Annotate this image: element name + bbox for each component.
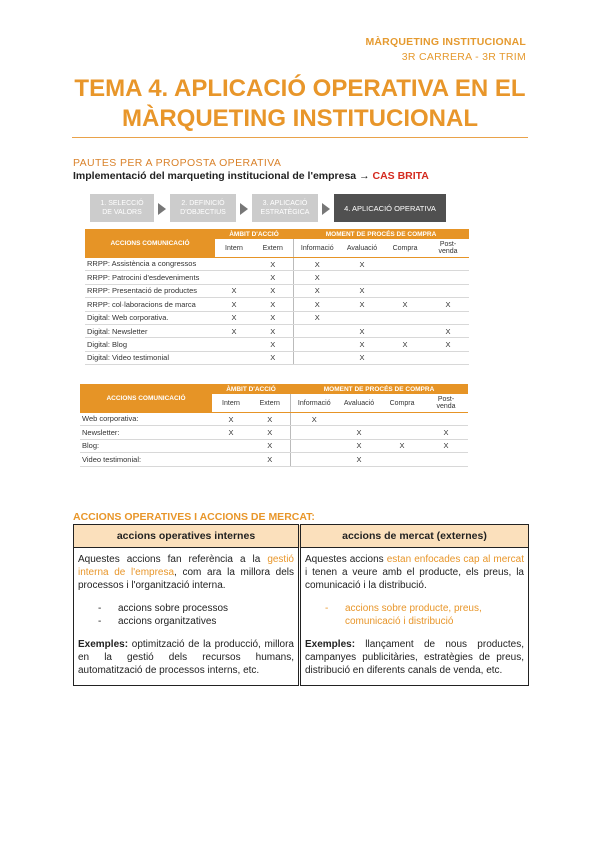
- page-title: [72, 74, 528, 134]
- examples-label: Exemples:: [305, 639, 356, 650]
- row-label: Newsletter:: [80, 426, 212, 439]
- cell: [341, 311, 383, 324]
- row-label: RRPP: col·laboracions de marca: [85, 298, 215, 311]
- cell: X: [338, 453, 380, 466]
- cell: X: [253, 258, 293, 271]
- cell: [380, 426, 424, 439]
- internal-description: [78, 553, 294, 592]
- market-actions-list: [305, 602, 524, 628]
- row-label: Digital: Video testimonial: [85, 351, 215, 364]
- cell: [383, 258, 427, 271]
- cell: X: [293, 284, 341, 297]
- market-desc-b: i tenen a veure amb el producte, els preus, la comunicació i la distribució.: [305, 567, 524, 591]
- market-actions-header: accions de mercat (externes): [300, 525, 529, 548]
- cell: X: [293, 311, 341, 324]
- cell: [383, 351, 427, 364]
- cell: [383, 284, 427, 297]
- market-actions-cell: [300, 548, 529, 686]
- table-row: [85, 338, 469, 351]
- cell: X: [253, 324, 293, 337]
- section1-subtitle: [73, 170, 429, 182]
- course-term: 3R CARRERA - 3R TRIM: [401, 51, 526, 63]
- cell: [380, 453, 424, 466]
- flow-step-4-active: [334, 194, 446, 222]
- cell: X: [341, 324, 383, 337]
- flow-step-3: [252, 194, 318, 222]
- matrix1-col-postvenda: [427, 239, 469, 258]
- matrix2-col-venda: venda: [436, 403, 456, 410]
- matrix1-moment-header: MOMENT DE PROCÉS DE COMPRA: [293, 229, 469, 239]
- cell: [293, 338, 341, 351]
- arrow-right-icon: [322, 203, 330, 215]
- market-desc-a: Aquestes accions: [305, 554, 387, 565]
- internal-desc-highlight: gestió interna de l'empresa: [78, 554, 294, 578]
- matrix1-col-intern: Intern: [215, 239, 253, 258]
- arrow-right-icon: [240, 203, 248, 215]
- market-desc-highlight: estan enfocades cap al mercat: [386, 554, 524, 565]
- internal-actions-header: accions operatives internes: [74, 525, 300, 548]
- examples-label: Exemples:: [78, 639, 129, 650]
- flow-step-2-line1: 2. DEFINICIÓ: [181, 200, 225, 207]
- cell: [427, 258, 469, 271]
- cell: X: [341, 338, 383, 351]
- matrix2-col-informacio: Informació: [290, 394, 338, 413]
- matrix1-col-avaluacio: Avaluació: [341, 239, 383, 258]
- title-divider: [72, 137, 528, 138]
- cell: [427, 311, 469, 324]
- table-row: [80, 413, 468, 426]
- cell: [338, 413, 380, 426]
- cell: X: [253, 311, 293, 324]
- title-line-1: TEMA 4. APLICACIÓ OPERATIVA EN EL: [74, 75, 526, 102]
- table-row: [85, 311, 469, 324]
- internal-desc-b: , com ara la millora dels processos i l'organització interna.: [78, 567, 295, 591]
- cell: [293, 351, 341, 364]
- cell: X: [341, 298, 383, 311]
- cell: [290, 453, 338, 466]
- matrix2-col-postvenda: [424, 394, 468, 413]
- flow-step-3-line1: 3. APLICACIÓ: [262, 200, 308, 207]
- cell: [427, 271, 469, 284]
- cell: X: [253, 338, 293, 351]
- communication-matrix-2: [80, 384, 468, 467]
- cell: X: [215, 311, 253, 324]
- matrix1-col-informacio: Informació: [293, 239, 341, 258]
- table-row: [80, 426, 468, 439]
- cell: [424, 453, 468, 466]
- table-row: [80, 439, 468, 452]
- matrix2-col-avaluacio: Avaluació: [338, 394, 380, 413]
- cell: X: [250, 426, 290, 439]
- cell: X: [341, 258, 383, 271]
- row-label: Digital: Blog: [85, 338, 215, 351]
- row-label: Blog:: [80, 439, 212, 452]
- list-item: - accions sobre processos: [78, 602, 294, 615]
- cell: [424, 413, 468, 426]
- cell: [383, 271, 427, 284]
- matrix1-scope-header: ÀMBIT D'ACCIÓ: [215, 229, 293, 239]
- internal-actions-cell: [74, 548, 300, 686]
- table-row: [85, 298, 469, 311]
- market-examples-text: llançament de nous productes, campanyes publicitàries, estratègies de preus, distribució en diferents canals de venda, etc.: [305, 639, 524, 676]
- cell: X: [341, 284, 383, 297]
- matrix2-col-extern: Extern: [250, 394, 290, 413]
- matrix1-col-venda: venda: [438, 248, 458, 255]
- cell: X: [290, 413, 338, 426]
- market-examples: [305, 638, 524, 677]
- cell: X: [338, 426, 380, 439]
- row-label: RRPP: Assistència a congressos: [85, 258, 215, 271]
- market-description: [305, 553, 524, 592]
- cell: X: [250, 453, 290, 466]
- matrix1-col-post: Post-: [439, 241, 457, 248]
- list-item: - accions organitzatives: [78, 615, 294, 628]
- title-line-2: MÀRQUETING INSTITUCIONAL: [122, 105, 478, 132]
- course-name: MÀRQUETING INSTITUCIONAL: [365, 36, 526, 48]
- table-row: [85, 284, 469, 297]
- table-row: [80, 453, 468, 466]
- cell: [290, 426, 338, 439]
- cell: X: [427, 324, 469, 337]
- cell: X: [427, 338, 469, 351]
- cell: [293, 324, 341, 337]
- flow-step-1: [90, 194, 154, 222]
- cell: X: [338, 439, 380, 452]
- flow-step-2: [170, 194, 236, 222]
- internal-desc-a: Aquestes accions fan referència a la: [78, 554, 268, 565]
- cell: X: [253, 298, 293, 311]
- matrix2-col-post: Post-: [437, 396, 455, 403]
- section1-heading: PAUTES PER A PROPOSTA OPERATIVA: [73, 157, 282, 169]
- cell: [290, 439, 338, 452]
- cell: X: [250, 439, 290, 452]
- matrix2-col-compra: Compra: [380, 394, 424, 413]
- internal-actions-list: [78, 602, 294, 628]
- process-flow: [90, 194, 450, 224]
- cell: X: [380, 439, 424, 452]
- flow-step-2-line2: D'OBJECTIUS: [180, 209, 226, 216]
- cell: X: [427, 298, 469, 311]
- cell: [427, 351, 469, 364]
- cell: X: [383, 338, 427, 351]
- table-row: [85, 271, 469, 284]
- cell: [341, 271, 383, 284]
- cell: X: [383, 298, 427, 311]
- cell: [215, 351, 253, 364]
- row-label: Web corporativa:: [80, 413, 212, 426]
- cell: X: [253, 271, 293, 284]
- cell: X: [212, 413, 250, 426]
- cell: [215, 271, 253, 284]
- list-item: - accions sobre producte, preus, comunicació i distribució: [305, 602, 524, 628]
- matrix2-col-intern: Intern: [212, 394, 250, 413]
- row-label: Digital: Web corporativa.: [85, 311, 215, 324]
- cell: X: [250, 413, 290, 426]
- row-label: Digital: Newsletter: [85, 324, 215, 337]
- cell: [215, 338, 253, 351]
- cell: X: [215, 284, 253, 297]
- cell: X: [293, 298, 341, 311]
- cell: X: [341, 351, 383, 364]
- flow-step-1-line2: DE VALORS: [102, 209, 142, 216]
- cell: X: [293, 258, 341, 271]
- cell: X: [293, 271, 341, 284]
- table-row: [85, 351, 469, 364]
- communication-matrix-1: [85, 229, 469, 365]
- cell: X: [215, 324, 253, 337]
- matrix1-col-extern: Extern: [253, 239, 293, 258]
- row-label: RRPP: Patrocini d'esdeveniments: [85, 271, 215, 284]
- internal-examples-text: optimització de la producció, millora en la gestió dels recursos humans, automatització de processos interns, etc.: [78, 639, 294, 676]
- cell: X: [424, 426, 468, 439]
- matrix2-scope-header: ÀMBIT D'ACCIÓ: [212, 384, 290, 394]
- cell: X: [215, 298, 253, 311]
- flow-step-3-line2: ESTRATÈGICA: [260, 209, 310, 216]
- cell: X: [212, 426, 250, 439]
- matrix2-row-header: ACCIONS COMUNICACIÓ: [80, 384, 212, 413]
- cell: X: [253, 284, 293, 297]
- subtitle-text: Implementació del marqueting institucional de l'empresa →: [73, 170, 370, 182]
- cell: [212, 453, 250, 466]
- cell: [383, 311, 427, 324]
- flow-step-1-line1: 1. SELECCIÓ: [100, 200, 144, 207]
- cell: [427, 284, 469, 297]
- cell: X: [424, 439, 468, 452]
- section2-heading: ACCIONS OPERATIVES I ACCIONS DE MERCAT:: [73, 511, 315, 523]
- cell: [383, 324, 427, 337]
- cell: [215, 258, 253, 271]
- table-row: [85, 258, 469, 271]
- matrix1-col-compra: Compra: [383, 239, 427, 258]
- cell: X: [253, 351, 293, 364]
- internal-examples: [78, 638, 294, 677]
- flow-step-4-label: 4. APLICACIÓ OPERATIVA: [344, 203, 436, 213]
- matrix2-moment-header: MOMENT DE PROCÉS DE COMPRA: [290, 384, 468, 394]
- arrow-right-icon: [158, 203, 166, 215]
- matrix1-row-header: ACCIONS COMUNICACIÓ: [85, 229, 215, 258]
- cell: [212, 439, 250, 452]
- case-name: CAS BRITA: [372, 170, 429, 182]
- row-label: Video testimonial:: [80, 453, 212, 466]
- actions-comparison-table: [73, 524, 529, 686]
- table-row: [85, 324, 469, 337]
- cell: [380, 413, 424, 426]
- row-label: RRPP: Presentació de productes: [85, 284, 215, 297]
